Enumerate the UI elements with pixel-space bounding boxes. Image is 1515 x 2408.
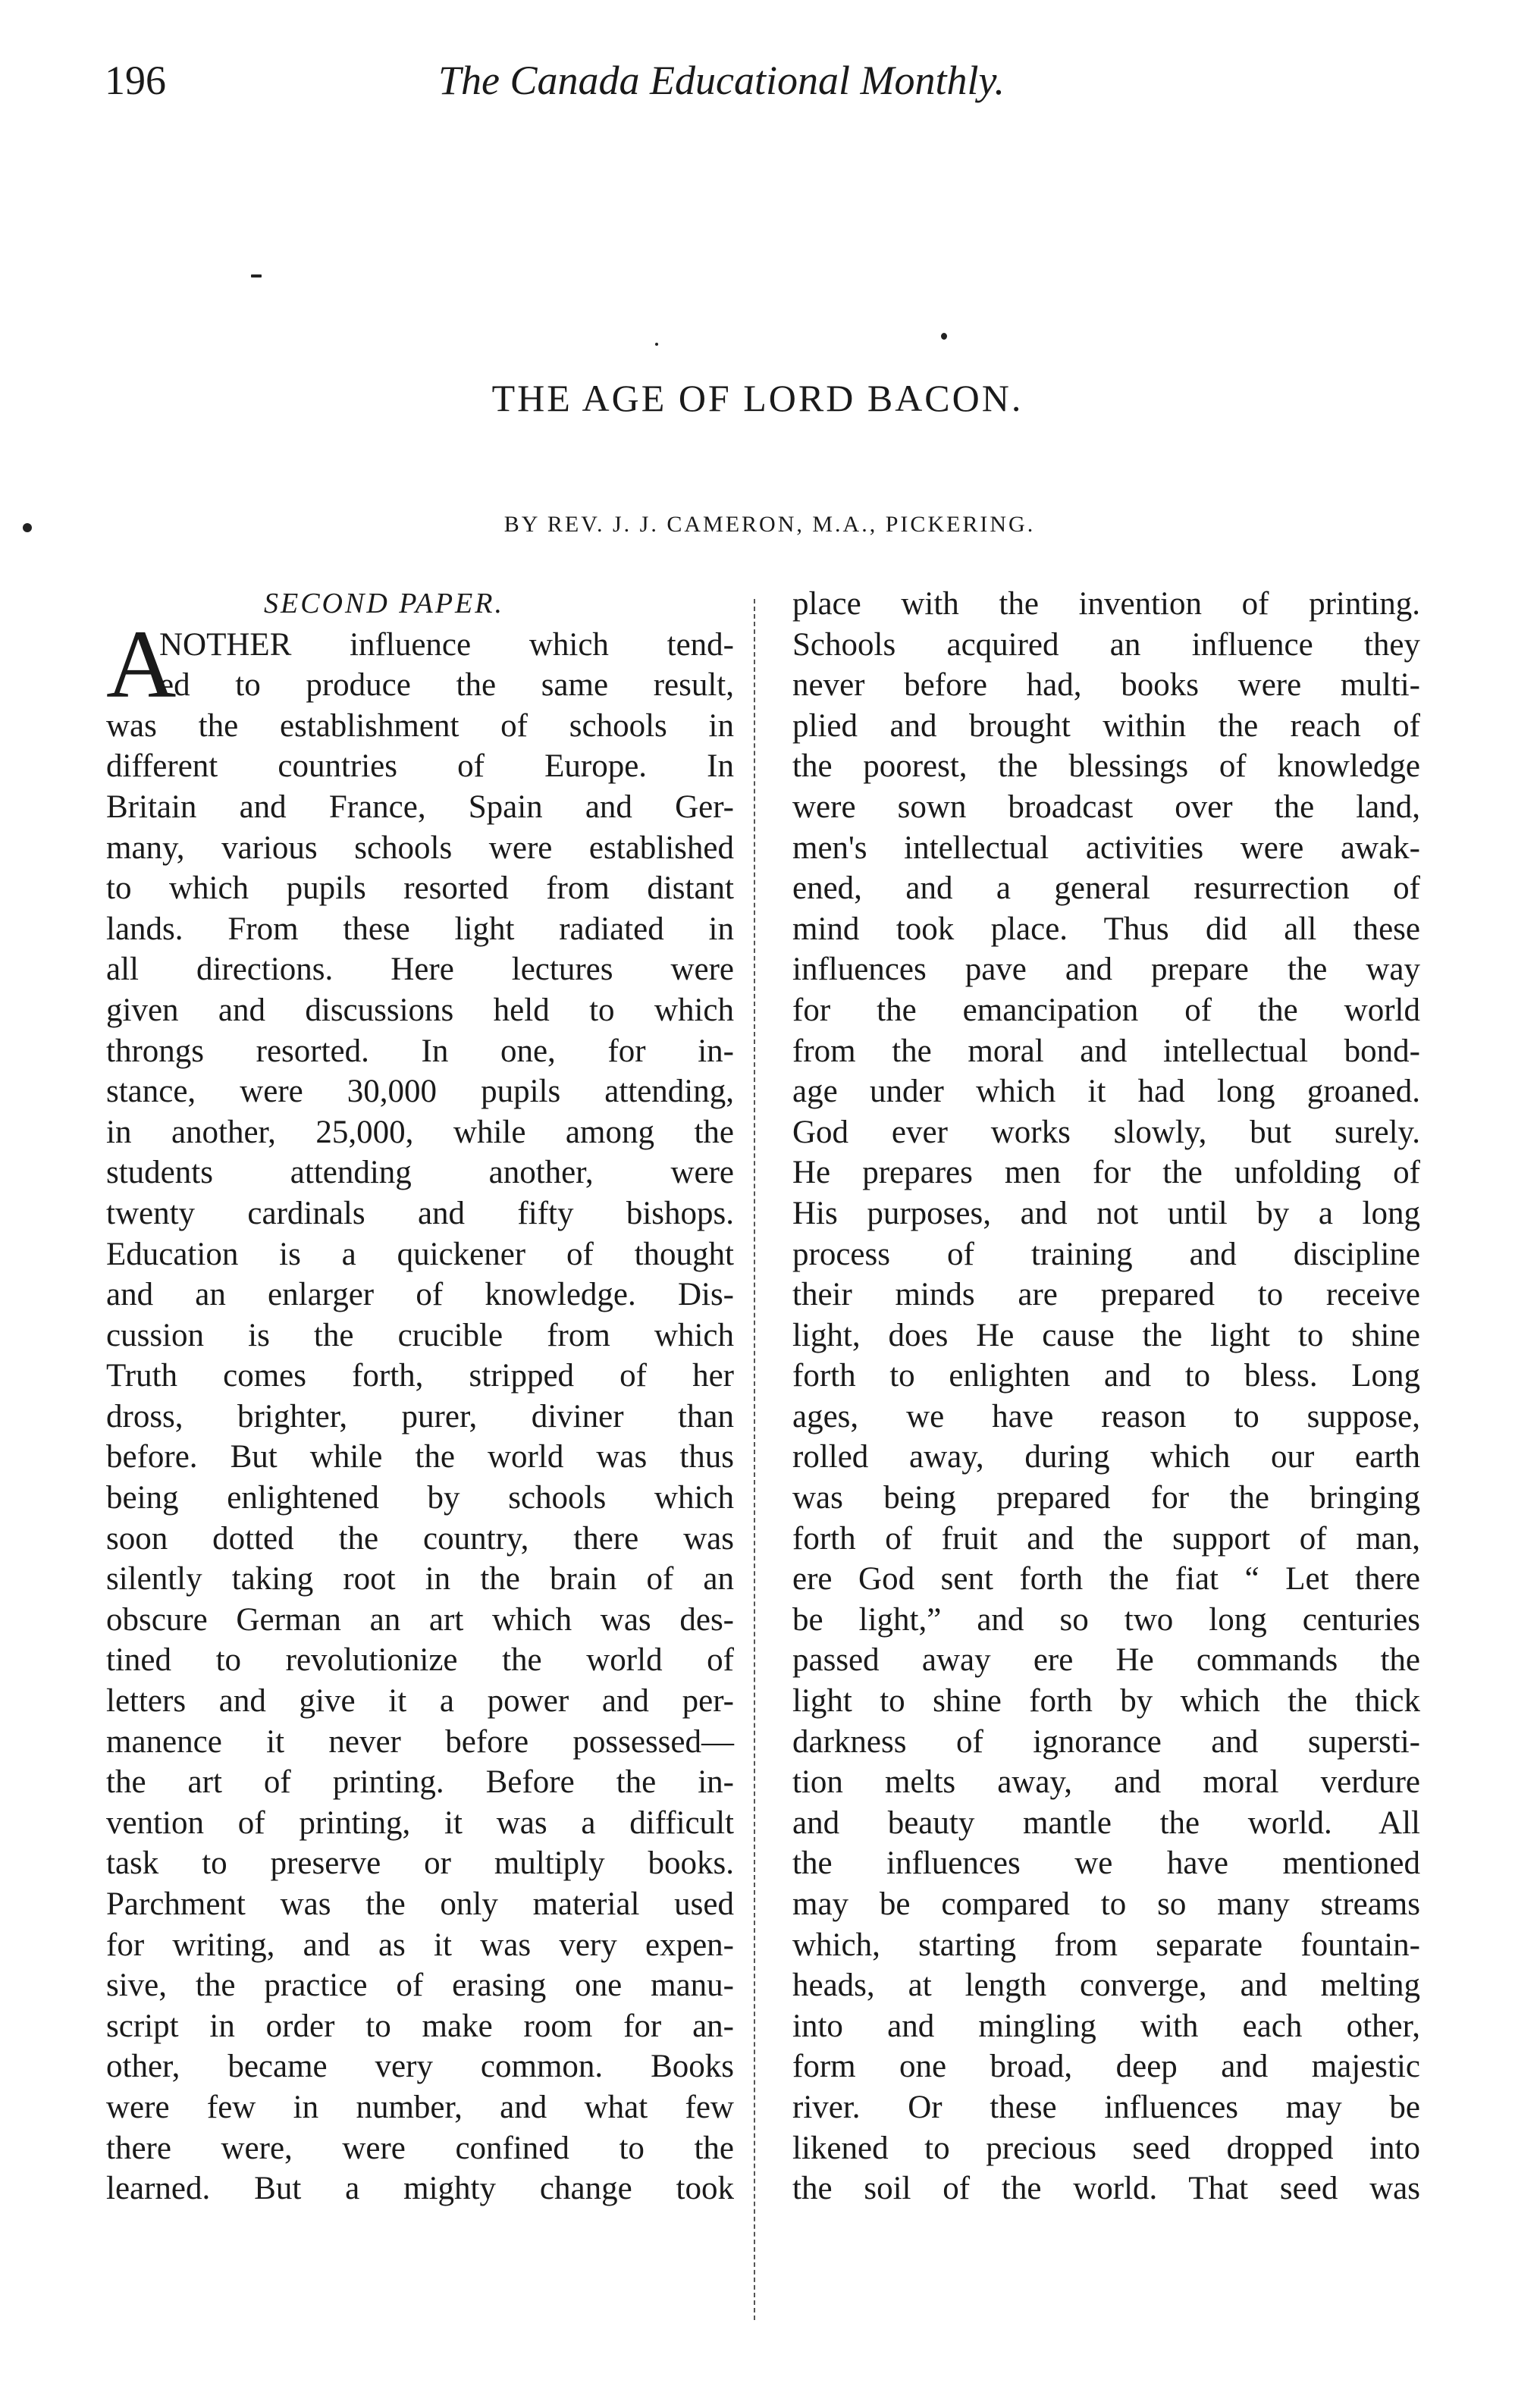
text-line: He prepares men for the unfolding of	[792, 1155, 1420, 1191]
text-line: NOTHER influence which tend-	[159, 626, 734, 663]
text-line: Truth comes forth, stripped of her	[106, 1358, 734, 1394]
text-line: cussion is the crucible from which	[106, 1317, 734, 1353]
text-line: students attending another, were	[106, 1155, 734, 1191]
drop-cap: A	[106, 610, 177, 718]
text-line: and an enlarger of knowledge. Dis-	[106, 1277, 734, 1313]
text-line: throngs resorted. In one, for in-	[106, 1033, 734, 1069]
text-line: letters and give it a power and per-	[106, 1683, 734, 1720]
text-line: light to shine forth by which the thick	[792, 1683, 1420, 1720]
text-line: be light,” and so two long centuries	[792, 1601, 1420, 1638]
text-line: obscure German an art which was des-	[106, 1601, 734, 1638]
text-line: forth to enlighten and to bless. Long	[792, 1358, 1420, 1394]
text-line: and beauty mantle the world. All	[792, 1804, 1420, 1841]
text-line: forth of fruit and the support of man,	[792, 1520, 1420, 1557]
text-line: the art of printing. Before the in-	[106, 1764, 734, 1801]
text-line: God ever works slowly, but surely.	[792, 1114, 1420, 1150]
text-line: mind took place. Thus did all these	[792, 911, 1420, 947]
text-line: were sown broadcast over the land,	[792, 789, 1420, 825]
text-line: likened to precious seed dropped into	[792, 2130, 1420, 2166]
text-line: soon dotted the country, there was	[106, 1520, 734, 1557]
text-line: Schools acquired an influence they	[792, 626, 1420, 663]
text-line: place with the invention of printing.	[792, 586, 1420, 622]
article-subheading: SECOND PAPER.	[264, 588, 504, 619]
text-line: influences pave and prepare the way	[792, 952, 1420, 988]
text-line: the poorest, the blessings of knowledge	[792, 748, 1420, 785]
text-line: given and discussions held to which	[106, 992, 734, 1028]
text-line: many, various schools were established	[106, 829, 734, 866]
text-line: the influences we have mentioned	[792, 1845, 1420, 1882]
text-line: being enlightened by schools which	[106, 1480, 734, 1516]
text-line: His purposes, and not until by a long	[792, 1195, 1420, 1231]
text-line: different countries of Europe. In	[106, 748, 734, 785]
text-line: age under which it had long groaned.	[792, 1074, 1420, 1110]
text-line: ened, and a general resurrection of	[792, 870, 1420, 907]
text-line: Education is a quickener of thought	[106, 1236, 734, 1272]
right-column-text	[792, 584, 1420, 2209]
text-line: twenty cardinals and fifty bishops.	[106, 1195, 734, 1231]
left-column-text	[106, 610, 734, 2209]
text-line: to which pupils resorted from distant	[106, 870, 734, 907]
text-line: process of training and discipline	[792, 1236, 1420, 1272]
running-head	[105, 50, 1090, 111]
text-line: lands. From these light radiated in	[106, 911, 734, 947]
text-line: heads, at length converge, and melting	[792, 1967, 1420, 2004]
text-line: tion melts away, and moral verdure	[792, 1764, 1420, 1801]
text-line: ages, we have reason to suppose,	[792, 1398, 1420, 1434]
page-number: 196	[105, 58, 166, 103]
text-line: tined to revolutionize the world of	[106, 1642, 734, 1679]
text-line: their minds are prepared to receive	[792, 1277, 1420, 1313]
right-column	[792, 584, 1420, 2209]
left-column	[106, 584, 734, 2209]
text-line: never before had, books were multi-	[792, 667, 1420, 704]
text-line: men's intellectual activities were awak-	[792, 829, 1420, 866]
text-line: into and mingling with each other,	[792, 2008, 1420, 2044]
text-line: rolled away, during which our earth	[792, 1439, 1420, 1475]
text-line: sive, the practice of erasing one manu-	[106, 1967, 734, 2004]
text-line: ere God sent forth the fiat “ Let there	[792, 1561, 1420, 1597]
text-line: vention of printing, it was a difficult	[106, 1804, 734, 1841]
text-line: may be compared to so many streams	[792, 1886, 1420, 1922]
text-line: there were, were confined to the	[106, 2130, 734, 2166]
text-line: Britain and France, Spain and Ger-	[106, 789, 734, 825]
text-line: task to preserve or multiply books.	[106, 1845, 734, 1882]
text-line: stance, were 30,000 pupils attending,	[106, 1074, 734, 1110]
text-line: passed away ere He commands the	[792, 1642, 1420, 1679]
text-line: form one broad, deep and majestic	[792, 2049, 1420, 2085]
text-line: for writing, and as it was very expen-	[106, 1927, 734, 1963]
text-line: were few in number, and what few	[106, 2089, 734, 2125]
text-line: manence it never before possessed—	[106, 1723, 734, 1760]
column-rule	[754, 599, 755, 2320]
text-line: was being prepared for the bringing	[792, 1480, 1420, 1516]
text-line: Parchment was the only material used	[106, 1886, 734, 1922]
article-title: THE AGE OF LORD BACON.	[491, 377, 1024, 419]
text-line: all directions. Here lectures were	[106, 952, 734, 988]
text-line: the soil of the world. That seed was	[792, 2171, 1420, 2207]
text-line: learned. But a mighty change took	[106, 2171, 734, 2207]
text-line: script in order to make room for an-	[106, 2008, 734, 2044]
text-line: darkness of ignorance and supersti-	[792, 1723, 1420, 1760]
article-byline: BY REV. J. J. CAMERON, M.A., PICKERING.	[503, 512, 1036, 537]
text-line: other, became very common. Books	[106, 2049, 734, 2085]
text-line: from the moral and intellectual bond-	[792, 1033, 1420, 1069]
journal-title: The Canada Educational Monthly.	[438, 58, 1005, 103]
text-line: silently taking root in the brain of an	[106, 1561, 734, 1597]
text-line: which, starting from separate fountain-	[792, 1927, 1420, 1963]
print-speck	[251, 274, 262, 277]
text-line: for the emancipation of the world	[792, 992, 1420, 1028]
text-line: dross, brighter, purer, diviner than	[106, 1398, 734, 1434]
text-line: in another, 25,000, while among the	[106, 1114, 734, 1150]
text-line: plied and brought within the reach of	[792, 707, 1420, 744]
text-line: before. But while the world was thus	[106, 1439, 734, 1475]
print-speck	[941, 333, 947, 340]
text-line: ed to produce the same result,	[159, 667, 734, 704]
text-line: river. Or these influences may be	[792, 2089, 1420, 2125]
print-speck	[655, 343, 658, 346]
text-line: light, does He cause the light to shine	[792, 1317, 1420, 1353]
text-line: was the establishment of schools in	[106, 707, 734, 744]
